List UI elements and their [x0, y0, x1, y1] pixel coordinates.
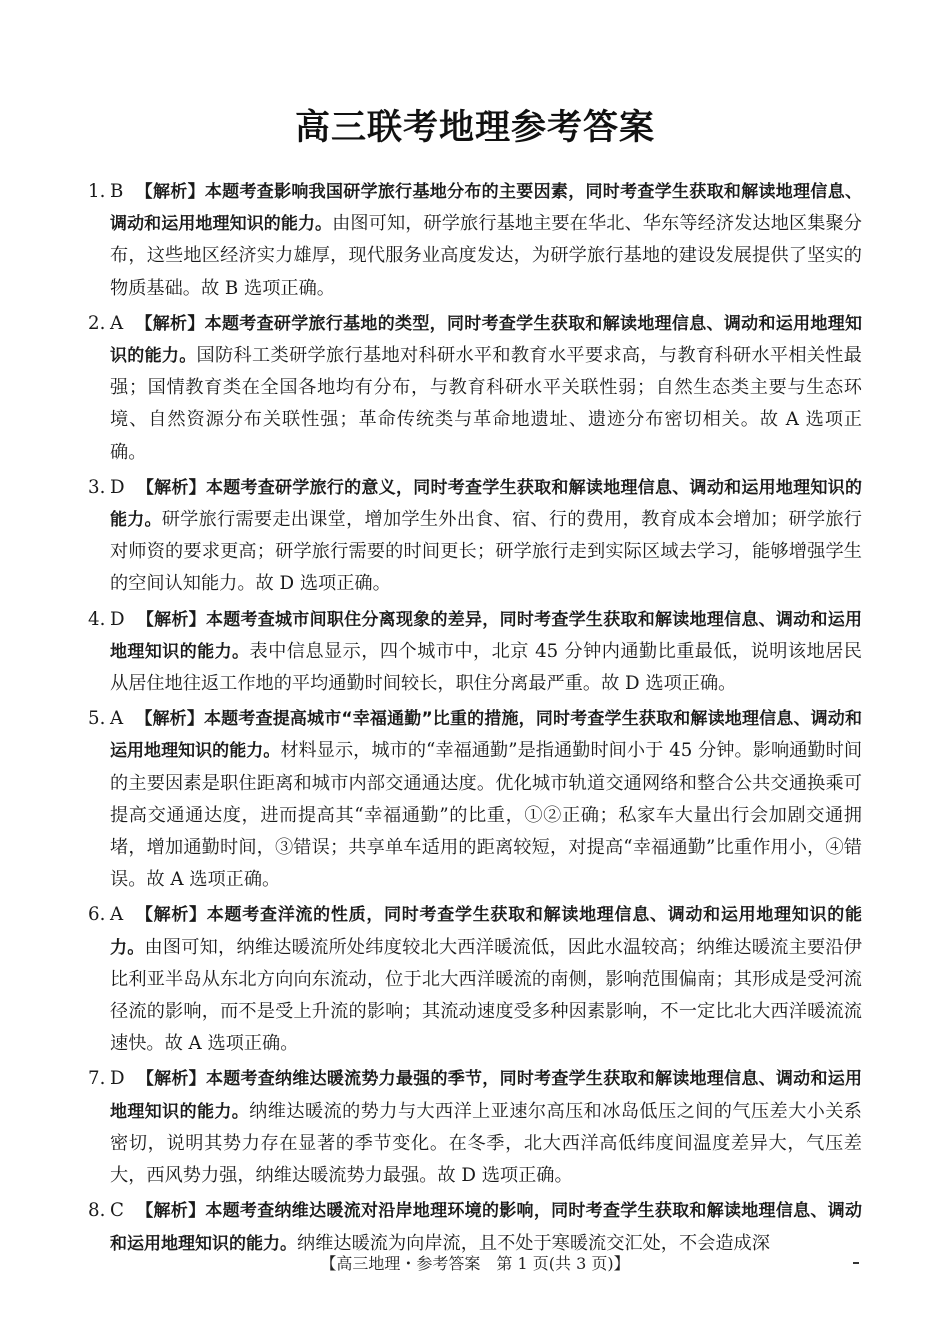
item-number: 1. [88, 181, 106, 202]
item-answer: C [110, 1200, 124, 1222]
answer-item-3 [88, 472, 862, 601]
item-number: 6. [88, 904, 106, 926]
item-analysis-head: 【解析】本题考查研学旅行基地的类型，同时考查学生获取和解读地理信息、调动和运用地理知识的能力。 [110, 313, 862, 367]
item-analysis-body: 由图可知，研学旅行基地主要在华北、华东等经济发达地区集聚分布，这些地区经济实力雄厚，现代服务业高度发达，为研学旅行基地的建设发展提供了坚实的物质基础。故 B 选项正确。 [110, 213, 862, 299]
answer-item-4 [88, 604, 862, 701]
item-number: 4. [88, 608, 106, 630]
item-number: 8. [88, 1200, 106, 1222]
answer-item-7 [88, 1063, 862, 1192]
item-analysis-head: 【解析】本题考查研学旅行的意义，同时考查学生获取和解读地理信息、调动和运用地理知识的能力。 [110, 477, 862, 531]
item-answer: D [110, 1068, 125, 1090]
item-analysis-body: 研学旅行需要走出课堂，增加学生外出食、宿、行的费用，教育成本会增加；研学旅行对师资的要求更高；研学旅行需要的时间更长；研学旅行走到实际区域去学习，能够增强学生的空间认知能力。故 D 选项正确。 [110, 509, 862, 595]
item-answer: A [110, 904, 124, 926]
item-answer: D [110, 608, 125, 630]
item-analysis-head: 【解析】本题考查城市间职住分离现象的差异，同时考查学生获取和解读地理信息、调动和运用地理知识的能力。 [110, 609, 862, 662]
item-answer: D [110, 476, 125, 498]
item-answer: A [110, 708, 124, 730]
item-analysis-body: 材料显示，城市的“幸福通勤”是指通勤时间小于 45 分钟。影响通勤时间的主要因素是职住距离和城市内部交通通达度。优化城市轨道交通网络和整合公共交通换乘可提高交通通达度，进而提高其“幸福通勤”的比重，①②正确；私家车大量出行会加剧交通拥堵，增加通勤时间，③错误；共享单车适用的距离较短，对提高“幸福通勤”比重作用小，④错误。故 A 选项正确。 [110, 740, 863, 891]
item-analysis-body: 国防科工类研学旅行基地对科研水平和教育水平要求高，与教育科研水平相关性最强；国情教育类在全国各地均有分布，与教育科研水平关联性弱；自然生态类主要与生态环境、自然资源分布关联性强；革命传统类与革命地遗址、遗迹分布密切相关。故 A 选项正确。 [110, 345, 862, 463]
item-analysis-body: 纳维达暖流的势力与大西洋上亚速尔高压和冰岛低压之间的气压差大小关系密切，说明其势力存在显著的季节变化。在冬季，北大西洋高低纬度间温度差异大，气压差大，西风势力强，纳维达暖流势力最强。故 D 选项正确。 [110, 1100, 862, 1187]
page-title: 高三联考地理参考答案 [294, 108, 655, 148]
item-number: 2. [88, 312, 106, 334]
answer-item-1 [88, 176, 862, 305]
corner-mark [853, 1262, 859, 1264]
answer-list [88, 176, 862, 1263]
page-footer: 【高三地理・参考答案 第 1 页(共 3 页)】 [320, 1254, 630, 1273]
item-number: 5. [88, 708, 106, 730]
item-analysis-head: 【解析】本题考查纳维达暖流对沿岸地理环境的影响，同时考查学生获取和解读地理信息、调动和运用地理知识的能力。 [110, 1201, 862, 1254]
item-answer: B [110, 181, 124, 202]
item-analysis-head: 【解析】本题考查洋流的性质，同时考查学生获取和解读地理信息、调动和运用地理知识的能力。 [110, 905, 862, 958]
item-analysis-head: 【解析】本题考查纳维达暖流势力最强的季节，同时考查学生获取和解读地理信息、调动和运用地理知识的能力。 [110, 1069, 862, 1122]
item-analysis-body: 纳维达暖流为向岸流，且不处于寒暖流交汇处，不会造成深 [297, 1232, 770, 1254]
item-analysis-head: 【解析】本题考查影响我国研学旅行基地分布的主要因素，同时考查学生获取和解读地理信息、调动和运用地理知识的能力。 [110, 182, 862, 235]
item-analysis-head: 【解析】本题考查提高城市“幸福通勤”比重的措施，同时考查学生获取和解读地理信息、调动和运用地理知识的能力。 [110, 709, 862, 762]
answer-item-2 [88, 308, 862, 469]
answer-item-6 [88, 899, 862, 1060]
item-number: 3. [88, 476, 106, 498]
item-analysis-body: 由图可知，纳维达暖流所处纬度较北大西洋暖流低，因此水温较高；纳维达暖流主要沿伊比利亚半岛从东北方向向东流动，位于北大西洋暖流的南侧，影响范围偏南；其形成是受河流径流的影响，而不是受上升流的影响；其流动速度受多种因素影响，不一定比北大西洋暖流流速快。故 A 选项正确。 [110, 936, 862, 1055]
item-answer: A [110, 312, 124, 334]
item-number: 7. [88, 1068, 106, 1090]
answer-item-5 [88, 703, 862, 896]
item-analysis-body: 表中信息显示，四个城市中，北京 45 分钟内通勤比重最低，说明该地居民从居住地往返工作地的平均通勤时间较长，职住分离最严重。故 D 选项正确。 [110, 640, 862, 695]
